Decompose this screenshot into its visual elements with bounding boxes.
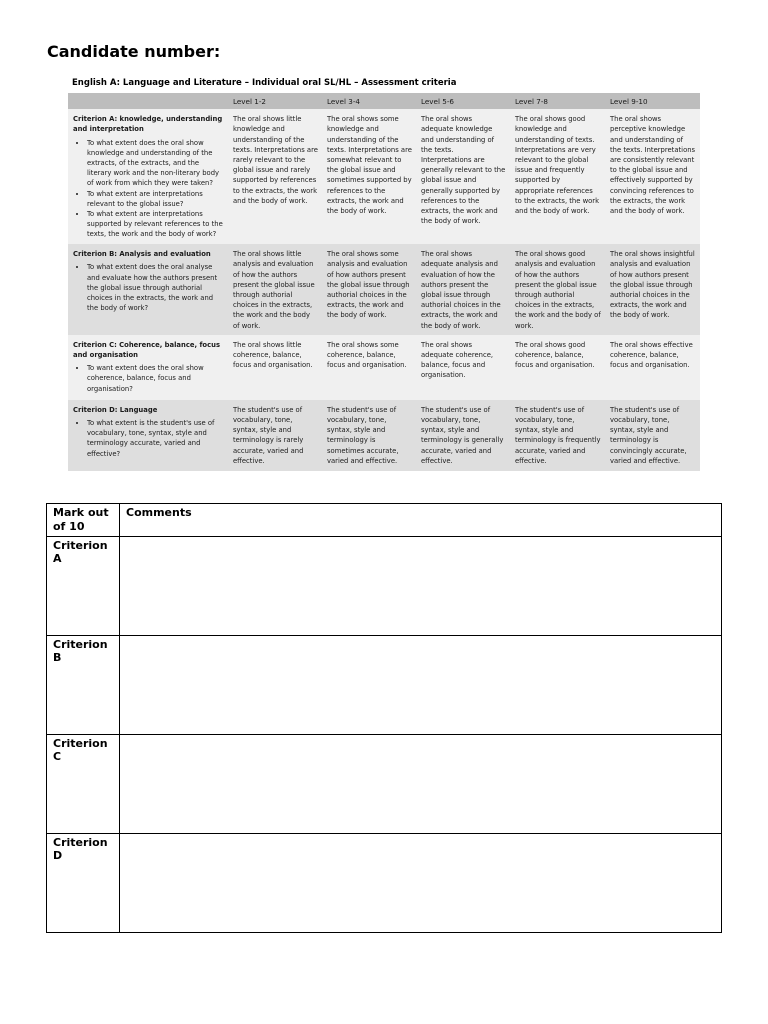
criterion-a-questions	[73, 138, 224, 240]
criterion-c-mark-row	[47, 735, 722, 834]
level-descriptor: The oral shows little knowledge and understanding of the texts. Interpretations are rarely relevant to the global issue and rarely supported by references to the extracts, the work and the body of work.	[228, 109, 322, 244]
level-descriptor: The oral shows adequate knowledge and understanding of the texts. Interpretations are generally relevant to the global issue and generally supported by references to the extracts, the work and the body of work.	[416, 109, 510, 244]
level-descriptor: The oral shows perceptive knowledge and understanding of the texts. Interpretations are consistently relevant to the global issue and effectively supported by convincing references to the extracts, the work and the body of work.	[605, 109, 700, 244]
criterion-c-cell	[68, 335, 228, 400]
criterion-d-comments-field[interactable]	[120, 834, 722, 933]
criterion-question: • To what extent is the student's use of vocabulary, tone, syntax, style and terminology accurate, varied and effective?	[87, 418, 224, 459]
level-descriptor: The oral shows adequate coherence, balance, focus and organisation.	[416, 335, 510, 400]
level-header: Level 1-2	[228, 93, 322, 109]
level-descriptor: The oral shows some knowledge and understanding of the texts. Interpretations are somewhat relevant to the global issue and sometimes supported by references to the extracts, the work and the body of work.	[322, 109, 416, 244]
rubric-title: English A: Language and Literature – Individual oral SL/HL – Assessment criteria	[72, 78, 457, 88]
level-descriptor: The student's use of vocabulary, tone, syntax, style and terminology is convincingly accurate, varied and effective.	[605, 400, 700, 471]
mark-out-of-10-header: Mark out of 10	[47, 504, 120, 537]
criterion-a-cell	[68, 109, 228, 244]
criterion-b-questions	[73, 262, 224, 313]
level-descriptor: The student's use of vocabulary, tone, syntax, style and terminology is sometimes accurate, varied and effective.	[322, 400, 416, 471]
criterion-question: • To want extent does the oral show coherence, balance, focus and organisation?	[87, 363, 224, 394]
criterion-question: • To what extent are interpretations supported by relevant references to the texts, the work and the body of work?	[87, 209, 224, 240]
marks-header-row	[47, 504, 722, 537]
criterion-c-questions	[73, 363, 224, 394]
level-header: Level 5-6	[416, 93, 510, 109]
candidate-number-label: Candidate number:	[47, 42, 221, 61]
level-descriptor: The student's use of vocabulary, tone, syntax, style and terminology is rarely accurate, varied and effective.	[228, 400, 322, 471]
criterion-d-heading: Criterion D: Language	[73, 405, 158, 414]
level-descriptor: The oral shows insightful analysis and evaluation of how authors present the global issue through authorial choices in the extracts, the work and the body of work.	[605, 244, 700, 335]
criterion-d-mark-row	[47, 834, 722, 933]
level-descriptor: The oral shows some coherence, balance, focus and organisation.	[322, 335, 416, 400]
criterion-c-heading: Criterion C: Coherence, balance, focus and organisation	[73, 340, 220, 360]
level-descriptor: The oral shows little coherence, balance, focus and organisation.	[228, 335, 322, 400]
assessment-criteria-table	[68, 93, 700, 471]
criterion-c-comments-field[interactable]	[120, 735, 722, 834]
criterion-a-mark-row	[47, 537, 722, 636]
level-header: Level 7-8	[510, 93, 605, 109]
criterion-question: • To what extent does the oral analyse and evaluate how the authors present the global issue through authorial choices in the extracts, the work and the body of work?	[87, 262, 224, 313]
level-descriptor: The oral shows effective coherence, balance, focus and organisation.	[605, 335, 700, 400]
criterion-a-heading: Criterion A: knowledge, understanding and interpretation	[73, 115, 223, 134]
level-descriptor: The oral shows some analysis and evaluation of how authors present the global issue through authorial choices in the extracts, the work and the body of work.	[322, 244, 416, 335]
level-descriptor: The oral shows good knowledge and understanding of texts. Interpretations are very relevant to the global issue and frequently supported by appropriate references to the extracts, the work and the body of work.	[510, 109, 605, 244]
rubric-header-blank	[68, 93, 228, 109]
criterion-question: • To what extent are interpretations relevant to the global issue?	[87, 189, 224, 209]
level-descriptor: The oral shows good analysis and evaluation of how the authors present the global issue through authorial choices in the extracts, the work and the body of work.	[510, 244, 605, 335]
criterion-a-label: Criterion A	[47, 537, 120, 636]
rubric-header-row	[68, 93, 700, 109]
criterion-d-cell	[68, 400, 228, 471]
level-descriptor: The oral shows little analysis and evaluation of how the authors present the global issue through authorial choices in the extracts, the work and the body of work.	[228, 244, 322, 335]
level-header: Level 3-4	[322, 93, 416, 109]
criterion-b-heading: Criterion B: Analysis and evaluation	[73, 250, 211, 259]
criterion-a-row	[68, 109, 700, 244]
criterion-c-label: Criterion C	[47, 735, 120, 834]
criterion-b-row	[68, 244, 700, 335]
criterion-c-row	[68, 335, 700, 400]
criterion-b-mark-row	[47, 636, 722, 735]
level-header: Level 9-10	[605, 93, 700, 109]
criterion-b-cell	[68, 244, 228, 335]
criterion-a-comments-field[interactable]	[120, 537, 722, 636]
criterion-d-row	[68, 400, 700, 471]
level-descriptor: The student's use of vocabulary, tone, syntax, style and terminology is frequently accurate, varied and effective.	[510, 400, 605, 471]
criterion-d-questions	[73, 418, 224, 459]
criterion-d-label: Criterion D	[47, 834, 120, 933]
criterion-b-label: Criterion B	[47, 636, 120, 735]
level-descriptor: The oral shows good coherence, balance, focus and organisation.	[510, 335, 605, 400]
comments-header: Comments	[120, 504, 722, 537]
level-descriptor: The oral shows adequate analysis and evaluation of how the authors present the global issue through authorial choices in the extracts, the work and the body of work.	[416, 244, 510, 335]
level-descriptor: The student's use of vocabulary, tone, syntax, style and terminology is generally accurate, varied and effective.	[416, 400, 510, 471]
marks-comments-table	[46, 503, 722, 933]
criterion-b-comments-field[interactable]	[120, 636, 722, 735]
criterion-question: • To what extent does the oral show knowledge and understanding of the extracts, of the extracts, and the literary work and the non-literary body of work from which they were taken?	[87, 138, 224, 189]
